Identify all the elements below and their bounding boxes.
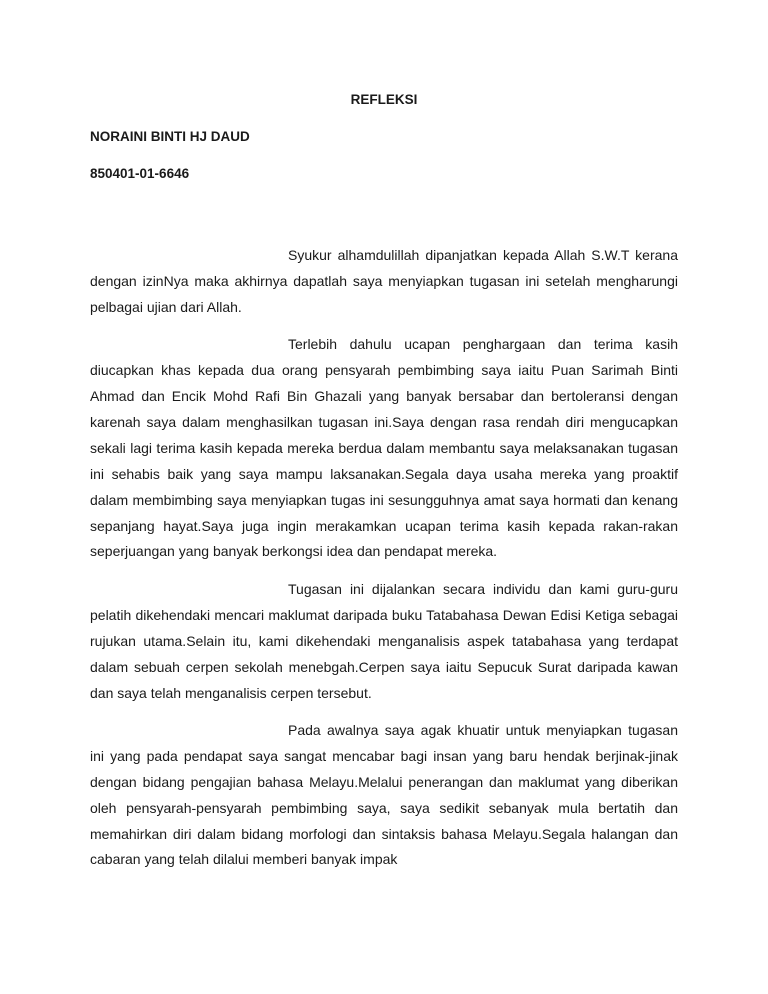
document-title: REFLEKSI [350,92,418,107]
ic-number: 850401-01-6646 [90,166,190,181]
paragraph-2: Terlebih dahulu ucapan penghargaan dan terima kasih diucapkan khas kepada dua orang pensyarah pembimbing saya iaitu Puan Sarimah Binti Ahmad dan Encik Mohd Rafi Bin Ghazali yang banyak bersabar dan bertoleransi dengan karenah saya dalam menghasilkan tugasan ini.Saya dengan rasa rendah diri mengucapkan sekali lagi terima kasih kepada mereka berdua dalam membantu saya melaksanakan tugasan ini sehabis baik yang saya mampu laksanakan.Segala daya usaha mereka yang proaktif dalam membimbing saya menyiapkan tugas ini sesungguhnya amat saya hormati dan kenang sepanjang hayat.Saya juga ingin merakamkan ucapan terima kasih kepada rakan-rakan seperjuangan yang banyak berkongsi idea dan pendapat mereka. [90,336,678,560]
paragraph-1: Syukur alhamdulillah dipanjatkan kepada Allah S.W.T kerana dengan izinNya maka akhirnya dapatlah saya menyiapkan tugasan ini setelah mengharungi pelbagai ujian dari Allah. [90,247,678,315]
reflection-body [90,243,678,885]
author-name: NORAINI BINTI HJ DAUD [90,129,250,144]
paragraph-3: Tugasan ini dijalankan secara individu dan kami guru-guru pelatih dikehendaki mencari maklumat daripada buku Tatabahasa Dewan Edisi Ketiga sebagai rujukan utama.Selain itu, kami dikehendaki menganalisis aspek tatabahasa yang terdapat dalam sebuah cerpen sekolah menebgah.Cerpen saya iaitu Sepucuk Surat daripada kawan dan saya telah menganalisis cerpen tersebut. [90,580,678,701]
paragraph-4: Pada awalnya saya agak khuatir untuk menyiapkan tugasan ini yang pada pendapat saya sangat mencabar bagi insan yang baru hendak berjinak-jinak dengan bidang pengajian bahasa Melayu.Melalui penerangan dan maklumat yang diberikan oleh pensyarah-pensyarah pembimbing saya, saya sedikit sebanyak mula bertatih dan memahirkan diri dalam bidang morfologi dan sintaksis bahasa Melayu.Segala halangan dan cabaran yang telah dilalui memberi banyak impak [90,721,678,868]
